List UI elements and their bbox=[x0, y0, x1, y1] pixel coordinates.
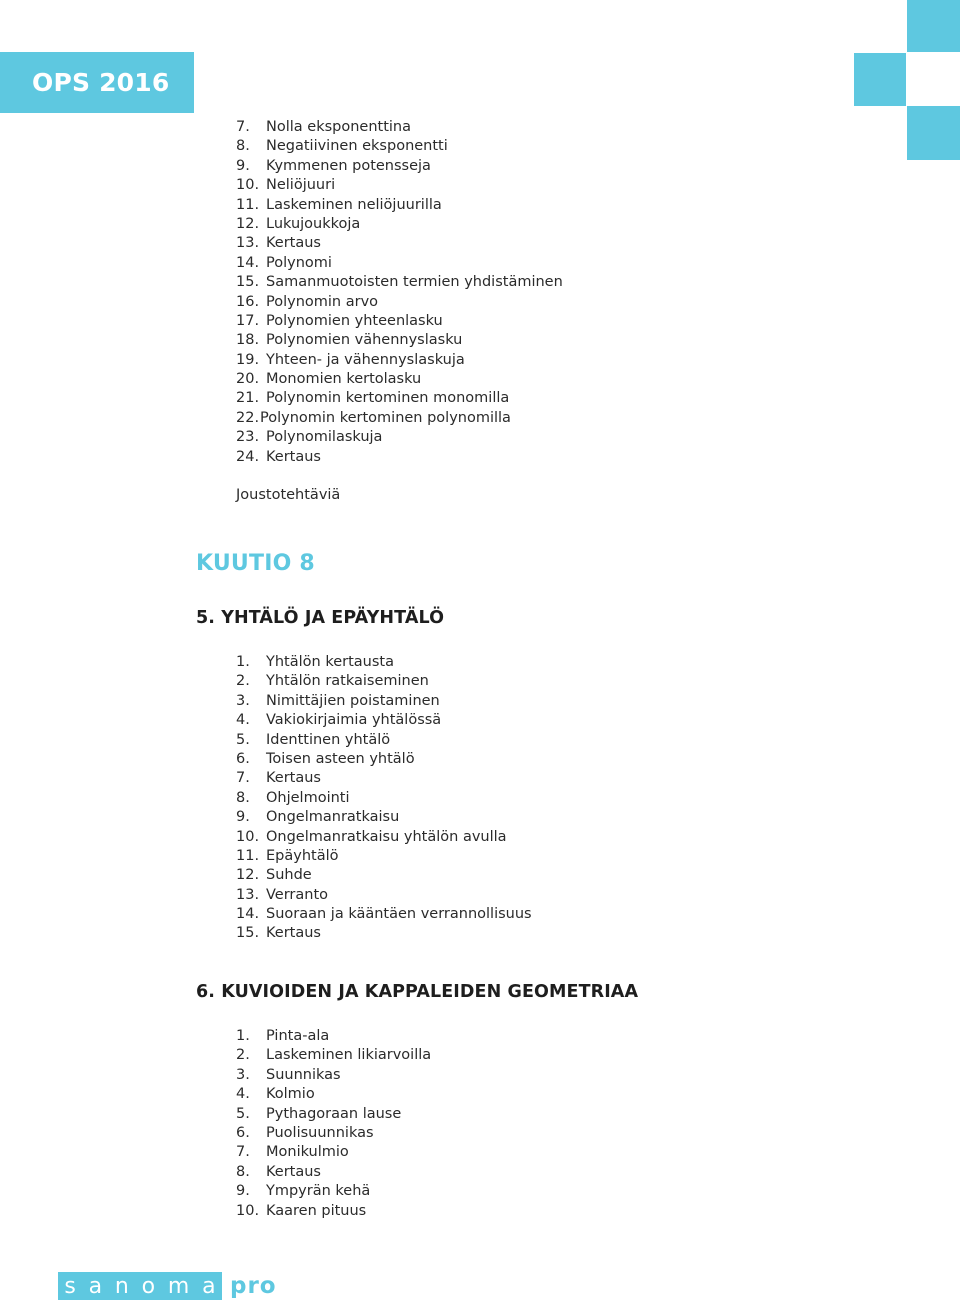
decorative-square bbox=[907, 106, 960, 160]
toc-item-title: Ongelmanratkaisu yhtälön avulla bbox=[266, 828, 507, 845]
toc-item bbox=[236, 1105, 431, 1124]
toc-item-number: 5. bbox=[236, 731, 250, 748]
toc-item bbox=[236, 866, 532, 885]
toc-item-title: Polynomien vähennyslasku bbox=[266, 332, 463, 349]
toc-item bbox=[236, 137, 563, 156]
logo-letter: o bbox=[141, 1273, 156, 1299]
toc-item bbox=[236, 157, 563, 176]
toc-item-number: 1. bbox=[236, 1028, 250, 1044]
toc-item bbox=[236, 254, 563, 273]
toc-item-title: Pinta-ala bbox=[266, 1028, 330, 1044]
logo-letter: a bbox=[202, 1273, 216, 1299]
toc-item-number: 17. bbox=[236, 312, 260, 329]
toc-item-number: 24. bbox=[236, 448, 260, 465]
toc-item-title: Negatiivinen eksponentti bbox=[266, 138, 448, 155]
toc-item-title: Laskeminen likiarvoilla bbox=[266, 1047, 432, 1064]
toc-item-number: 4. bbox=[236, 712, 250, 729]
toc-item-title: Ohjelmointi bbox=[266, 789, 350, 806]
toc-item-number: 8. bbox=[236, 138, 250, 155]
toc-item-number: 2. bbox=[236, 1047, 250, 1064]
toc-item bbox=[236, 331, 563, 350]
toc-item-title: Ympyrän kehä bbox=[266, 1183, 371, 1200]
toc-item-number: 6. bbox=[236, 750, 250, 767]
toc-item-number: 12. bbox=[236, 215, 260, 232]
toc-item-title: Polynomin kertominen polynomilla bbox=[260, 409, 511, 426]
extra-exercises-label: Joustotehtäviä bbox=[236, 487, 341, 503]
toc-item bbox=[236, 653, 532, 672]
toc-item bbox=[236, 1163, 431, 1182]
toc-item-number: 14. bbox=[236, 254, 260, 271]
toc-item-number: 9. bbox=[236, 809, 250, 826]
toc-item-title: Nimittäjien poistaminen bbox=[266, 692, 440, 709]
toc-item-number: 7. bbox=[236, 1144, 250, 1161]
toc-item-number: 10. bbox=[236, 828, 260, 845]
toc-item-number: 9. bbox=[236, 1183, 250, 1200]
logo-letter: m bbox=[167, 1273, 190, 1299]
toc-item-title: Monomien kertolasku bbox=[266, 371, 422, 388]
toc-item bbox=[236, 1046, 431, 1065]
logo-sanoma-block bbox=[58, 1272, 222, 1300]
toc-item-title: Kertaus bbox=[266, 1163, 321, 1180]
toc-item bbox=[236, 234, 563, 253]
toc-item-number: 4. bbox=[236, 1086, 250, 1103]
toc-item-title: Yhtälön ratkaiseminen bbox=[266, 673, 429, 690]
toc-item bbox=[236, 370, 563, 389]
toc-item-number: 22. bbox=[236, 409, 260, 426]
toc-item-number: 12. bbox=[236, 867, 260, 884]
toc-item bbox=[236, 828, 532, 847]
toc-item bbox=[236, 448, 563, 467]
toc-item-number: 3. bbox=[236, 1066, 250, 1083]
toc-item-number: 19. bbox=[236, 351, 260, 368]
toc-item bbox=[236, 293, 563, 312]
toc-item-number: 23. bbox=[236, 429, 260, 446]
logo-letter: n bbox=[114, 1273, 129, 1299]
toc-item-title: Identtinen yhtälö bbox=[266, 731, 391, 748]
toc-item-number: 11. bbox=[236, 847, 260, 864]
toc-item bbox=[236, 176, 563, 195]
logo-letter: s bbox=[64, 1273, 76, 1299]
toc-item-number: 20. bbox=[236, 371, 260, 388]
toc-item bbox=[236, 808, 532, 827]
toc-item-title: Kertaus bbox=[266, 235, 321, 252]
toc-item bbox=[236, 905, 532, 924]
toc-item-title: Suoraan ja kääntäen verrannollisuus bbox=[266, 906, 532, 923]
header-band bbox=[0, 52, 194, 113]
toc-item-number: 2. bbox=[236, 673, 250, 690]
toc-item bbox=[236, 750, 532, 769]
toc-item-title: Pythagoraan lause bbox=[266, 1105, 402, 1122]
toc-item bbox=[236, 428, 563, 447]
toc-item bbox=[236, 273, 563, 292]
toc-item-number: 5. bbox=[236, 1105, 250, 1122]
toc-item bbox=[236, 312, 563, 331]
toc-item bbox=[236, 351, 563, 370]
toc-item bbox=[236, 692, 532, 711]
toc-item bbox=[236, 886, 532, 905]
toc-item bbox=[236, 1027, 431, 1046]
toc-item bbox=[236, 1182, 431, 1201]
toc-item-number: 3. bbox=[236, 692, 250, 709]
toc-item-number: 10. bbox=[236, 177, 260, 194]
toc-item bbox=[236, 711, 532, 730]
toc-item bbox=[236, 731, 532, 750]
toc-item bbox=[236, 196, 563, 215]
toc-item-number: 18. bbox=[236, 332, 260, 349]
logo-letter: a bbox=[88, 1273, 103, 1299]
toc-item bbox=[236, 1066, 431, 1085]
toc-item-title: Kertaus bbox=[266, 770, 321, 787]
toc-item bbox=[236, 769, 532, 788]
toc-item-number: 15. bbox=[236, 925, 260, 942]
toc-item-number: 14. bbox=[236, 906, 260, 923]
toc-item-title: Ongelmanratkaisu bbox=[266, 809, 400, 826]
toc-item bbox=[236, 1085, 431, 1104]
toc-item bbox=[236, 924, 532, 943]
toc-item-title: Kolmio bbox=[266, 1086, 315, 1103]
toc-item-number: 13. bbox=[236, 235, 260, 252]
toc-item-title: Laskeminen neliöjuurilla bbox=[266, 196, 442, 213]
toc-item bbox=[236, 847, 532, 866]
toc-item-number: 13. bbox=[236, 886, 260, 903]
toc-item-number: 6. bbox=[236, 1124, 250, 1141]
toc-item-number: 7. bbox=[236, 119, 250, 135]
toc-item-title: Polynomin kertominen monomilla bbox=[266, 390, 510, 407]
toc-item bbox=[236, 672, 532, 691]
toc-item-title: Kymmenen potensseja bbox=[266, 157, 431, 174]
toc-item-title: Polynomien yhteenlasku bbox=[266, 312, 443, 329]
logo-pro-text: pro bbox=[230, 1273, 277, 1299]
toc-item-title: Vakiokirjaimia yhtälössä bbox=[266, 712, 442, 729]
toc-item-title: Suhde bbox=[266, 867, 312, 884]
decorative-square bbox=[907, 0, 960, 52]
toc-item bbox=[236, 1143, 431, 1162]
toc-item-title: Polynomilaskuja bbox=[266, 429, 383, 446]
toc-item-number: 8. bbox=[236, 1163, 250, 1180]
toc-item bbox=[236, 1124, 431, 1143]
toc-item-title: Yhtälön kertausta bbox=[266, 654, 394, 670]
section-6-toc bbox=[236, 1027, 431, 1221]
toc-item-title: Yhteen- ja vähennyslaskuja bbox=[266, 351, 465, 368]
toc-item-title: Toisen asteen yhtälö bbox=[266, 750, 415, 767]
toc-item-number: 8. bbox=[236, 789, 250, 806]
toc-item-number: 9. bbox=[236, 157, 250, 174]
toc-item bbox=[236, 409, 563, 428]
toc-item-title: Kertaus bbox=[266, 448, 321, 465]
toc-item-title: Polynomin arvo bbox=[266, 293, 379, 310]
toc-item-title: Polynomi bbox=[266, 254, 332, 271]
toc-item-number: 10. bbox=[236, 1202, 260, 1219]
toc-item-number: 1. bbox=[236, 654, 250, 670]
toc-item-number: 16. bbox=[236, 293, 260, 310]
section-6-heading: 6. KUVIOIDEN JA KAPPALEIDEN GEOMETRIAA bbox=[196, 982, 639, 1002]
book-title: KUUTIO 8 bbox=[196, 551, 315, 576]
toc-item bbox=[236, 215, 563, 234]
toc-item-title: Nolla eksponenttina bbox=[266, 119, 411, 135]
toc-item-number: 11. bbox=[236, 196, 260, 213]
chapter-4-toc bbox=[236, 118, 563, 467]
toc-item-number: 15. bbox=[236, 274, 260, 291]
toc-item bbox=[236, 1202, 431, 1221]
page-title: OPS 2016 bbox=[32, 68, 170, 97]
toc-item-title: Epäyhtälö bbox=[266, 847, 339, 864]
section-5-toc bbox=[236, 653, 532, 944]
sanoma-pro-logo bbox=[58, 1272, 277, 1300]
toc-item-title: Verranto bbox=[266, 886, 329, 903]
section-5-heading: 5. YHTÄLÖ JA EPÄYHTÄLÖ bbox=[196, 608, 445, 628]
toc-item-title: Samanmuotoisten termien yhdistäminen bbox=[266, 274, 563, 291]
toc-item-title: Neliöjuuri bbox=[266, 177, 336, 194]
toc-item bbox=[236, 789, 532, 808]
toc-item-title: Kaaren pituus bbox=[266, 1202, 367, 1219]
toc-item bbox=[236, 118, 563, 137]
toc-item-title: Lukujoukkoja bbox=[266, 215, 361, 232]
toc-item-title: Puolisuunnikas bbox=[266, 1124, 374, 1141]
toc-item-number: 21. bbox=[236, 390, 260, 407]
toc-item-number: 7. bbox=[236, 770, 250, 787]
decorative-square bbox=[854, 53, 906, 106]
toc-item-title: Suunnikas bbox=[266, 1066, 341, 1083]
toc-item-title: Kertaus bbox=[266, 925, 321, 942]
toc-item-title: Monikulmio bbox=[266, 1144, 349, 1161]
toc-item bbox=[236, 389, 563, 408]
